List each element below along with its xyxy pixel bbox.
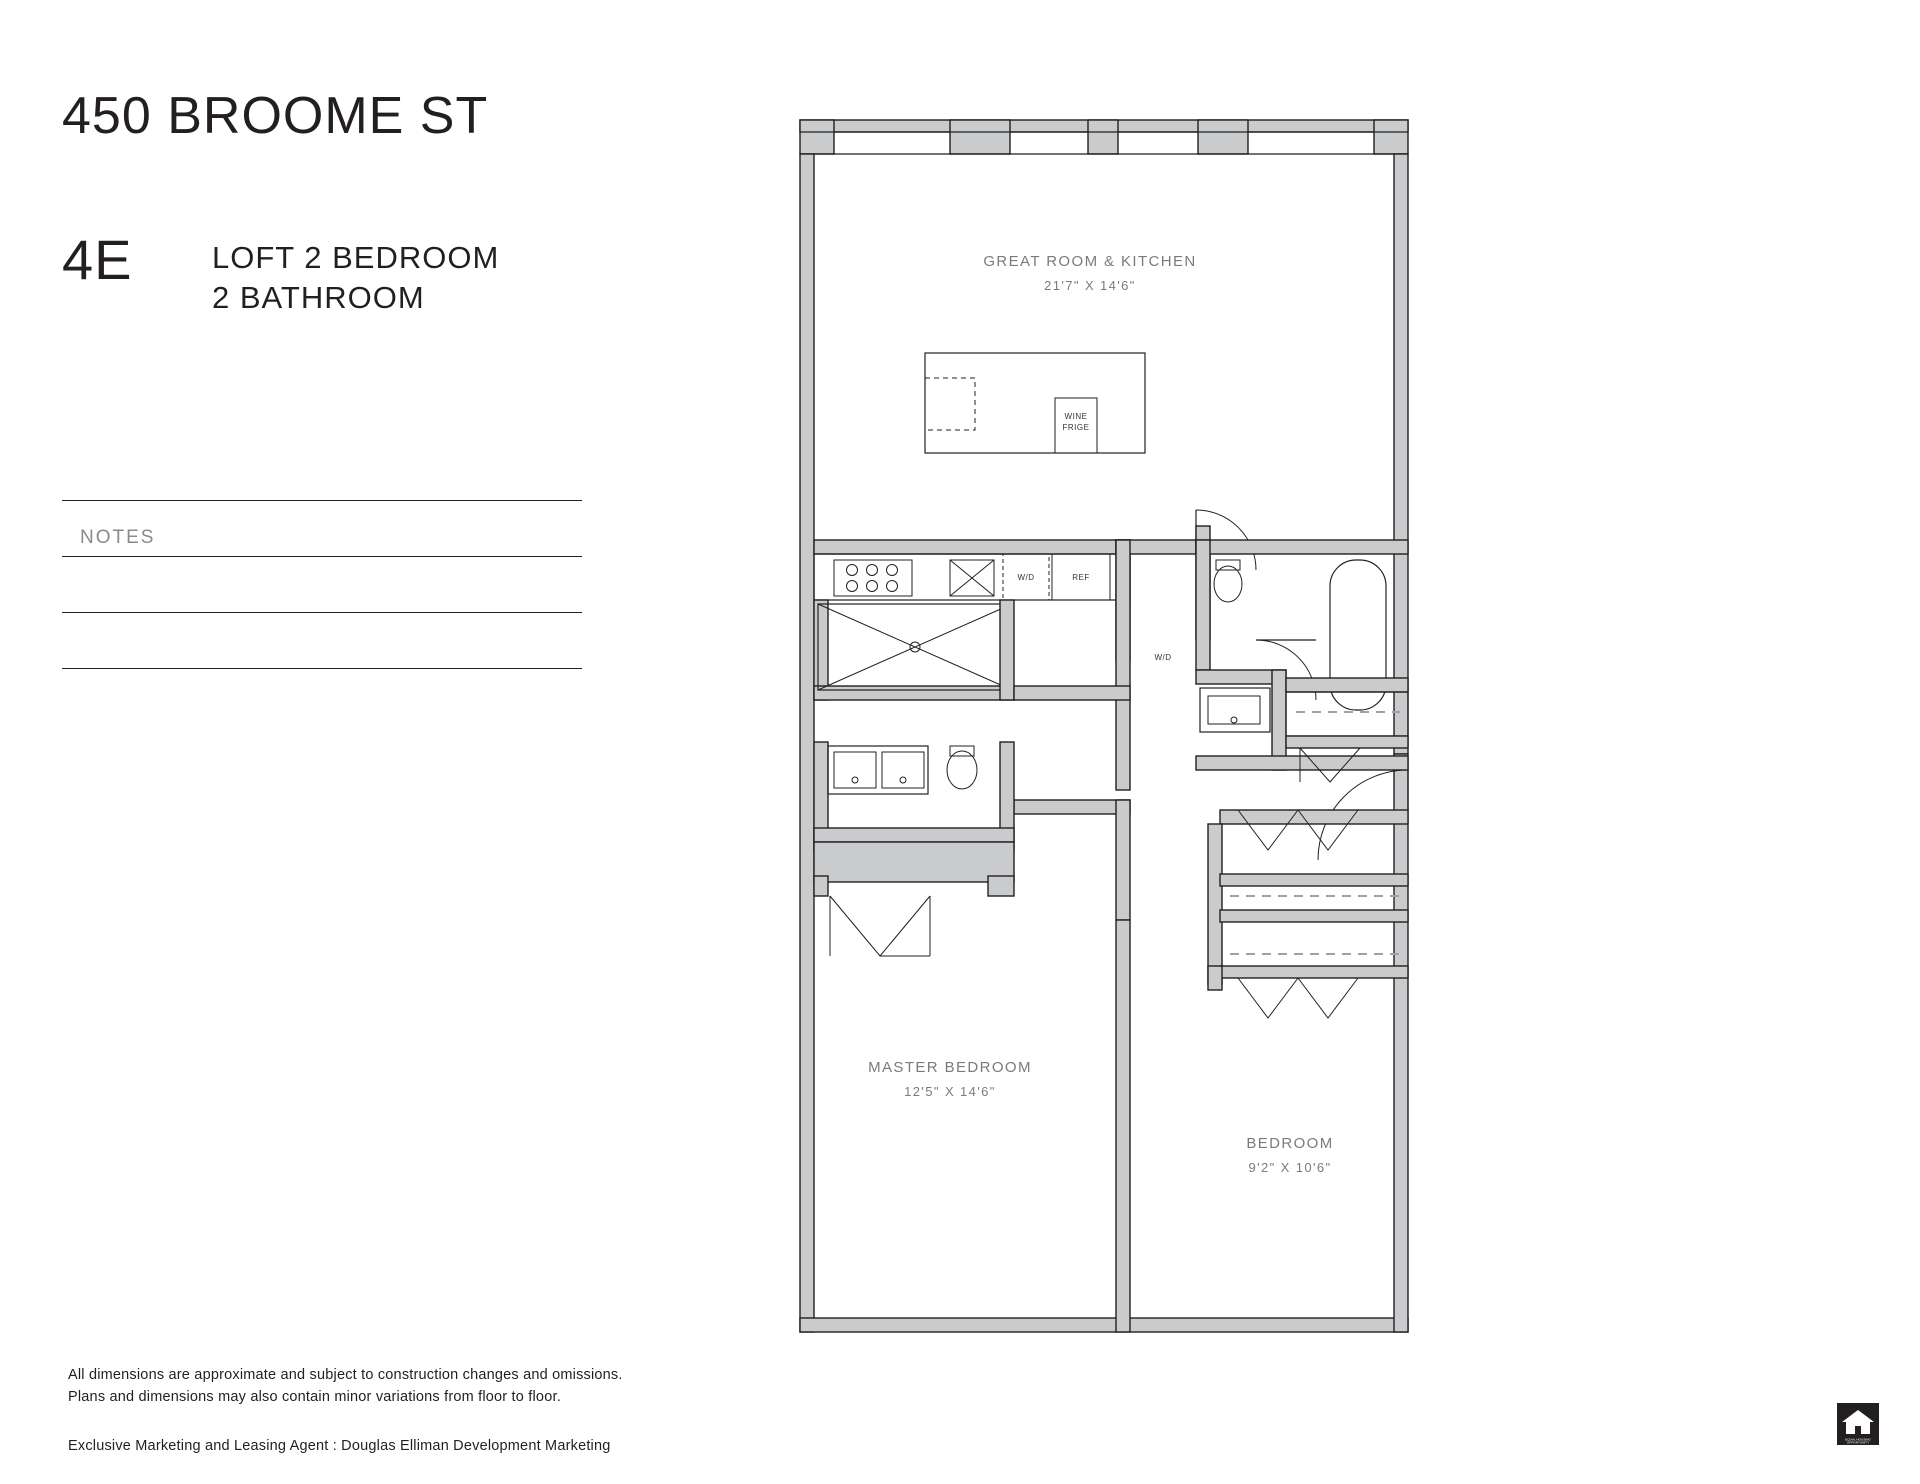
equal-housing-opportunity-icon — [1836, 1402, 1880, 1446]
room-label-great-room: GREAT ROOM & KITCHEN — [983, 253, 1197, 270]
disclaimer-line-2: Plans and dimensions may also contain minor variations from floor to floor. — [68, 1389, 561, 1406]
floorplan-drawing — [790, 110, 1550, 1390]
room-dim-master-bedroom: 12'5" X 14'6" — [904, 1084, 996, 1099]
appliance-label-ref: REF — [1072, 573, 1090, 582]
notes-label: NOTES — [80, 527, 156, 548]
agent-line: Exclusive Marketing and Leasing Agent : Douglas Elliman Development Marketing — [68, 1438, 611, 1454]
unit-description — [212, 232, 499, 317]
notes-line — [62, 556, 582, 612]
appliance-label-wd: W/D — [1017, 573, 1035, 582]
info-panel — [62, 87, 582, 317]
notes-line — [62, 668, 582, 724]
disclaimer — [68, 1364, 623, 1409]
svg-text:EQUAL HOUSING: EQUAL HOUSING — [1845, 1437, 1871, 1442]
room-dim-great-room: 21'7" X 14'6" — [1044, 278, 1136, 293]
unit-description-line1: LOFT 2 BEDROOM — [212, 240, 500, 275]
notes-line — [62, 612, 582, 668]
notes-block — [62, 500, 582, 724]
svg-text:OPPORTUNITY: OPPORTUNITY — [1846, 1440, 1870, 1445]
appliance-label-wine-fridge-2: FRIGE — [1062, 423, 1090, 432]
room-label-bedroom: BEDROOM — [1246, 1135, 1334, 1152]
unit-number: 4E — [62, 228, 133, 291]
appliance-label-wine-fridge-1: WINE — [1064, 412, 1088, 421]
unit-summary — [62, 228, 582, 317]
room-label-master-bedroom: MASTER BEDROOM — [868, 1059, 1032, 1076]
appliance-label-wd-closet: W/D — [1154, 653, 1172, 662]
unit-description-line2: 2 BATHROOM — [212, 279, 425, 315]
disclaimer-line-1: All dimensions are approximate and subject to construction changes and omissions. — [68, 1367, 623, 1383]
room-dim-bedroom: 9'2" X 10'6" — [1248, 1160, 1332, 1175]
page-title: 450 BROOME ST — [62, 87, 489, 145]
